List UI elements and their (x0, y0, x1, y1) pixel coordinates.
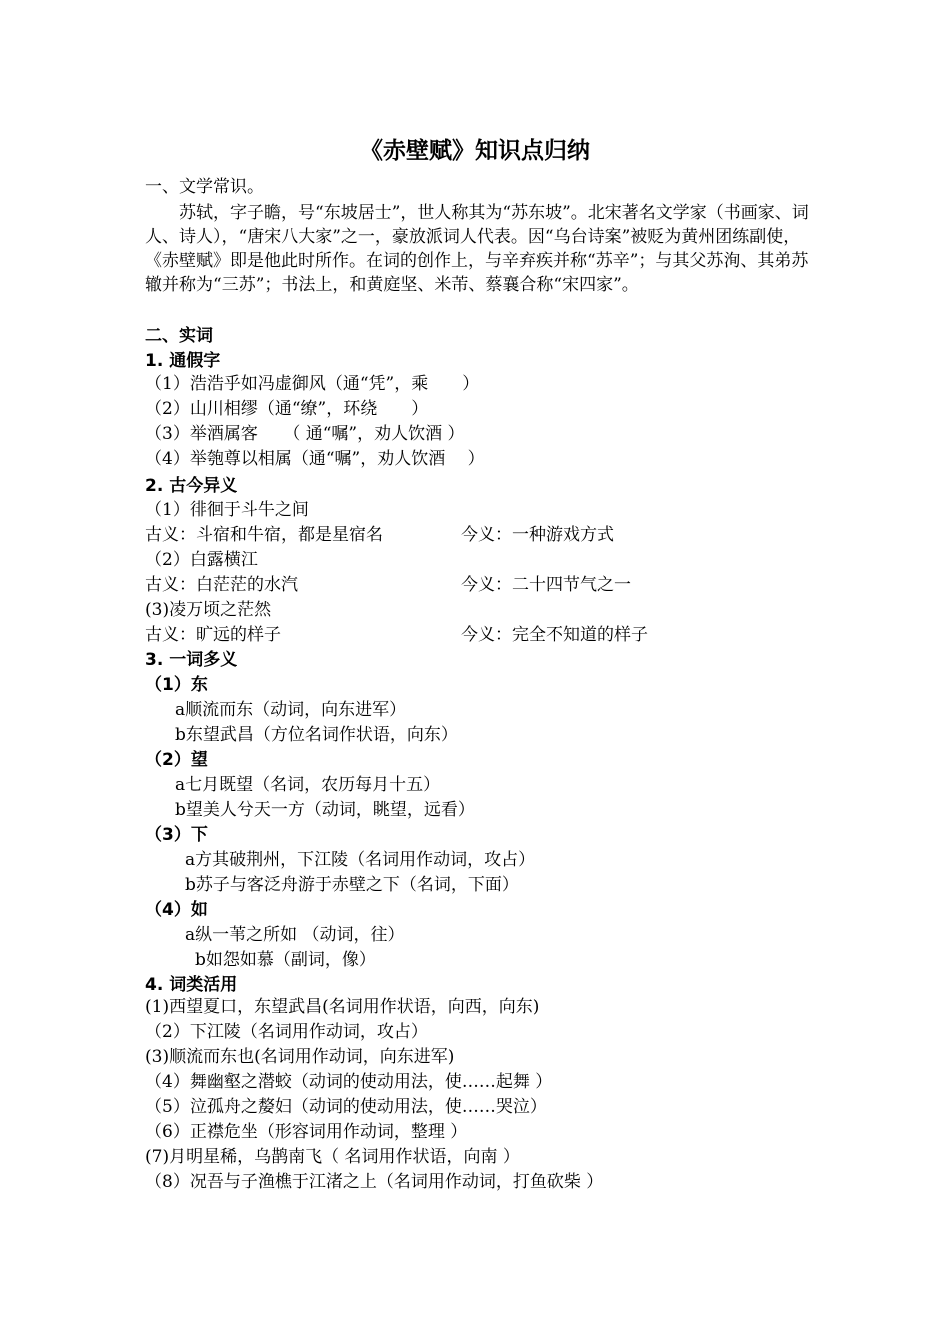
list-item: (3)顺流而东也(名词用作动词，向东进军) (145, 1047, 455, 1067)
page-title: 《赤壁赋》知识点归纳 (360, 138, 590, 164)
ancient-meaning: 古义：斗宿和牛宿，都是星宿名 (145, 525, 383, 545)
list-item: （1）浩浩乎如冯虚御风（通“凭”，乘 ） (145, 374, 480, 394)
polysemy-example: a七月既望（名词，农历每月十五） (175, 775, 441, 795)
polysemy-example: a顺流而东（动词，向东进军） (175, 700, 407, 720)
subheading-word-class: 4. 词类活用 (145, 975, 238, 995)
list-item: (1)西望夏口，东望武昌(名词用作状语，向西，向东) (145, 997, 540, 1017)
polysemy-word: （4）如 (145, 900, 208, 920)
list-item: (3)凌万顷之茫然 (145, 600, 272, 620)
subheading-tongjia: 1. 通假字 (145, 351, 221, 371)
polysemy-example: a纵一苇之所如 （动词，往） (185, 925, 405, 945)
polysemy-word: （2）望 (145, 750, 208, 770)
modern-meaning: 今义：一种游戏方式 (461, 525, 614, 545)
section-heading-literature: 一、文学常识。 (145, 177, 264, 197)
ancient-meaning: 古义：白茫茫的水汽 (145, 575, 298, 595)
polysemy-word: （3）下 (145, 825, 208, 845)
list-item: (7)月明星稀，乌鹊南飞（ 名词用作状语，向南 ） (145, 1147, 520, 1167)
list-item: （4）举匏尊以相属（通“嘱”，劝人饮酒 ） (145, 449, 485, 469)
author-paragraph: 苏轼，字子瞻，号“东坡居士”，世人称其为“苏东坡”。北宋著名文学家（书画家、词人、诗人），“唐宋八大家”之一，豪放派词人代表。因“乌台诗案”被贬为黄州团练副使，《赤壁赋》即是他此时所作。在词的创作上，与辛弃疾并称“苏辛”；与其父苏洵、其弟苏辙并称为“三苏”；书法上，和黄庭坚、米芾、蔡襄合称“宋四家”。 (145, 203, 809, 295)
subheading-gujin: 2. 古今异义 (145, 476, 238, 496)
polysemy-word: （1）东 (145, 675, 208, 695)
ancient-meaning: 古义：旷远的样子 (145, 625, 281, 645)
modern-meaning: 今义：完全不知道的样子 (461, 625, 648, 645)
modern-meaning: 今义：二十四节气之一 (461, 575, 631, 595)
section-heading-content-words: 二、实词 (145, 326, 213, 346)
list-item: （2）下江陵（名词用作动词，攻占） (145, 1022, 428, 1042)
subheading-polysemy: 3. 一词多义 (145, 650, 238, 670)
list-item: （6）正襟危坐（形容词用作动词，整理 ） (145, 1122, 468, 1142)
polysemy-example: b东望武昌（方位名词作状语，向东） (175, 725, 458, 745)
list-item: （4）舞幽壑之潜蛟（动词的使动用法，使……起舞 ） (145, 1072, 553, 1092)
list-item: （3）举酒属客 （ 通“嘱”，劝人饮酒 ） (145, 424, 465, 444)
list-item: （2）山川相缪（通“缭”，环绕 ） (145, 399, 429, 419)
polysemy-example: a方其破荆州，下江陵（名词用作动词，攻占） (185, 850, 536, 870)
list-item: （8）况吾与子渔樵于江渚之上（名词用作动词，打鱼砍柴 ） (145, 1172, 604, 1192)
list-item: （2）白露横江 (145, 550, 258, 570)
polysemy-example: b苏子与客泛舟游于赤壁之下（名词，下面） (185, 875, 519, 895)
polysemy-example: b望美人兮天一方（动词，眺望，远看） (175, 800, 475, 820)
list-item: （5）泣孤舟之嫠妇（动词的使动用法，使……哭泣） (145, 1097, 547, 1117)
polysemy-example: b如怨如慕（副词，像） (195, 950, 376, 970)
list-item: （1）徘徊于斗牛之间 (145, 500, 309, 520)
